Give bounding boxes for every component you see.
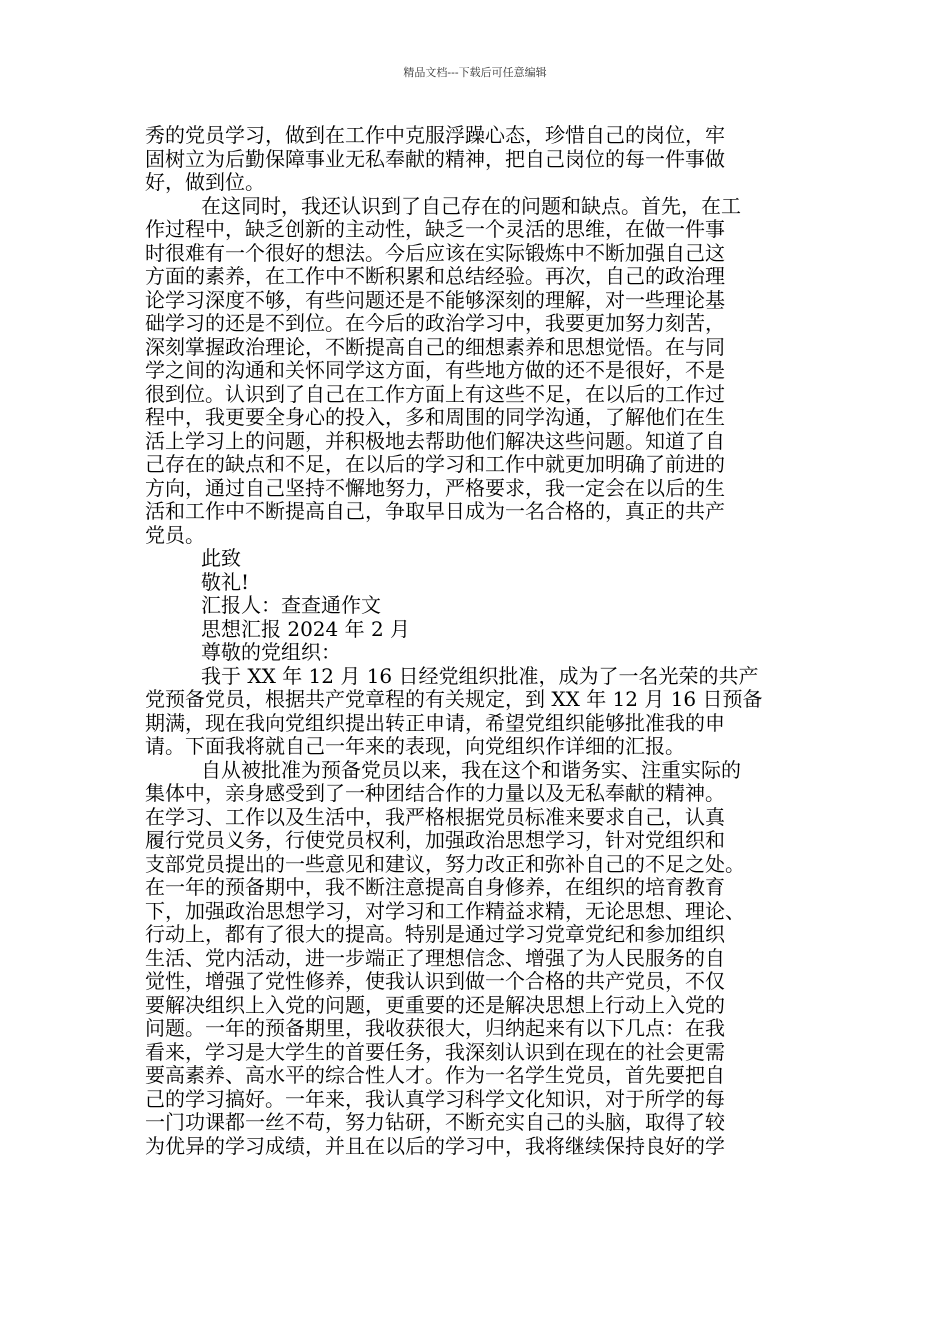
- text-line: 很到位。认识到了自己在工作方面上有这些不足，在以后的工作过: [145, 381, 725, 406]
- text-line: 集体中，亲身感受到了一种团结合作的力量以及无私奉献的精神。: [145, 781, 725, 805]
- text-line: 敬礼!: [201, 569, 250, 594]
- text-line: 汇报人：查查通作文: [201, 593, 381, 617]
- text-line: 程中，我更要全身心的投入，多和周围的同学沟通，了解他们在生: [145, 405, 725, 429]
- text-line: 看来，学习是大学生的首要任务，我深刻认识到在现在的社会更需: [145, 1039, 725, 1064]
- text-line: 在学习、工作以及生活中，我严格根据党员标准来要求自己，认真: [145, 804, 725, 829]
- text-line: 己的学习搞好。一年来，我认真学习科学文化知识，对于所学的每: [145, 1086, 725, 1111]
- text-line: 支部党员提出的一些意见和建议，努力改正和弥补自己的不足之处。: [145, 851, 745, 876]
- text-line: 础学习的还是不到位。在今后的政治学习中，我要更加努力刻苦，: [145, 311, 725, 335]
- text-line: 思想汇报 2024 年 2 月: [201, 616, 411, 641]
- text-line: 作过程中，缺乏创新的主动性，缺乏一个灵活的思维，在做一件事: [145, 217, 725, 241]
- text-line: 时很难有一个很好的想法。今后应该在实际锻炼中不断加强自己这: [145, 240, 725, 265]
- text-line: 活和工作中不断提高自己，争取早日成为一名合格的，真正的共产: [145, 499, 725, 523]
- text-line: 一门功课都一丝不苟，努力钻研，不断充实自己的头脑，取得了较: [145, 1110, 725, 1134]
- text-line: 在这同时，我还认识到了自己存在的问题和缺点。首先，在工: [201, 193, 741, 218]
- text-line: 好，做到位。: [145, 170, 265, 194]
- text-line: 活上学习上的问题，并积极地去帮助他们解决这些问题。知道了自: [145, 428, 725, 453]
- text-line: 自从被批准为预备党员以来，我在这个和谐务实、注重实际的: [201, 757, 741, 782]
- text-line: 履行党员义务，行使党员权利，加强政治思想学习，针对党组织和: [145, 828, 725, 852]
- text-line: 党预备党员，根据共产党章程的有关规定，到 XX 年 12 月 16 日预备: [145, 687, 763, 711]
- text-line: 固树立为后勤保障事业无私奉献的精神，把自己岗位的每一件事做: [145, 146, 725, 171]
- text-line: 为优异的学习成绩，并且在以后的学习中，我将继续保持良好的学: [145, 1133, 725, 1158]
- text-line: 尊敬的党组织：: [201, 640, 341, 664]
- text-line: 期满，现在我向党组织提出转正申请，希望党组织能够批准我的申: [145, 710, 725, 735]
- text-line: 问题。一年的预备期里，我收获很大，归纳起来有以下几点：在我: [145, 1016, 725, 1040]
- text-line: 在一年的预备期中，我不断注意提高自身修养，在组织的培育教育: [145, 875, 725, 899]
- text-line: 要解决组织上入党的问题，更重要的还是解决思想上行动上入党的: [145, 992, 725, 1017]
- text-line: 学之间的沟通和关怀同学这方面，有些地方做的还不是很好，不是: [145, 358, 725, 382]
- text-line: 方向，通过自己坚持不懈地努力，严格要求，我一定会在以后的生: [145, 475, 725, 500]
- text-line: 我于 XX 年 12 月 16 日经党组织批准，成为了一名光荣的共产: [201, 663, 759, 688]
- text-line: 下，加强政治思想学习，对学习和工作精益求精，无论思想、理论、: [145, 898, 745, 923]
- text-line: 深刻掌握政治理论，不断提高自己的细想素养和思想觉悟。在与同: [145, 334, 725, 359]
- text-line: 方面的素养，在工作中不断积累和总结经验。再次，自己的政治理: [145, 264, 725, 288]
- page-header: 精品文档---下载后可任意编辑: [403, 66, 547, 79]
- text-line: 要高素养、高水平的综合性人才。作为一名学生党员，首先要把自: [145, 1063, 725, 1087]
- text-line: 觉性，增强了党性修养，使我认识到做一个合格的共产党员，不仅: [145, 969, 725, 993]
- text-line: 论学习深度不够，有些问题还是不能够深刻的理解，对一些理论基: [145, 287, 725, 312]
- text-line: 请。下面我将就自己一年来的表现，向党组织作详细的汇报。: [145, 734, 685, 758]
- text-line: 此致: [201, 546, 241, 570]
- text-line: 己存在的缺点和不足，在以后的学习和工作中就更加明确了前进的: [145, 452, 725, 476]
- text-line: 党员。: [145, 522, 205, 547]
- document-body: [145, 124, 805, 1158]
- text-line: 行动上，都有了很大的提高。特别是通过学习党章党纪和参加组织: [145, 922, 725, 946]
- text-line: 秀的党员学习，做到在工作中克服浮躁心态，珍惜自己的岗位，牢: [145, 123, 725, 147]
- text-line: 生活、党内活动，进一步端正了理想信念、增强了为人民服务的自: [145, 945, 725, 970]
